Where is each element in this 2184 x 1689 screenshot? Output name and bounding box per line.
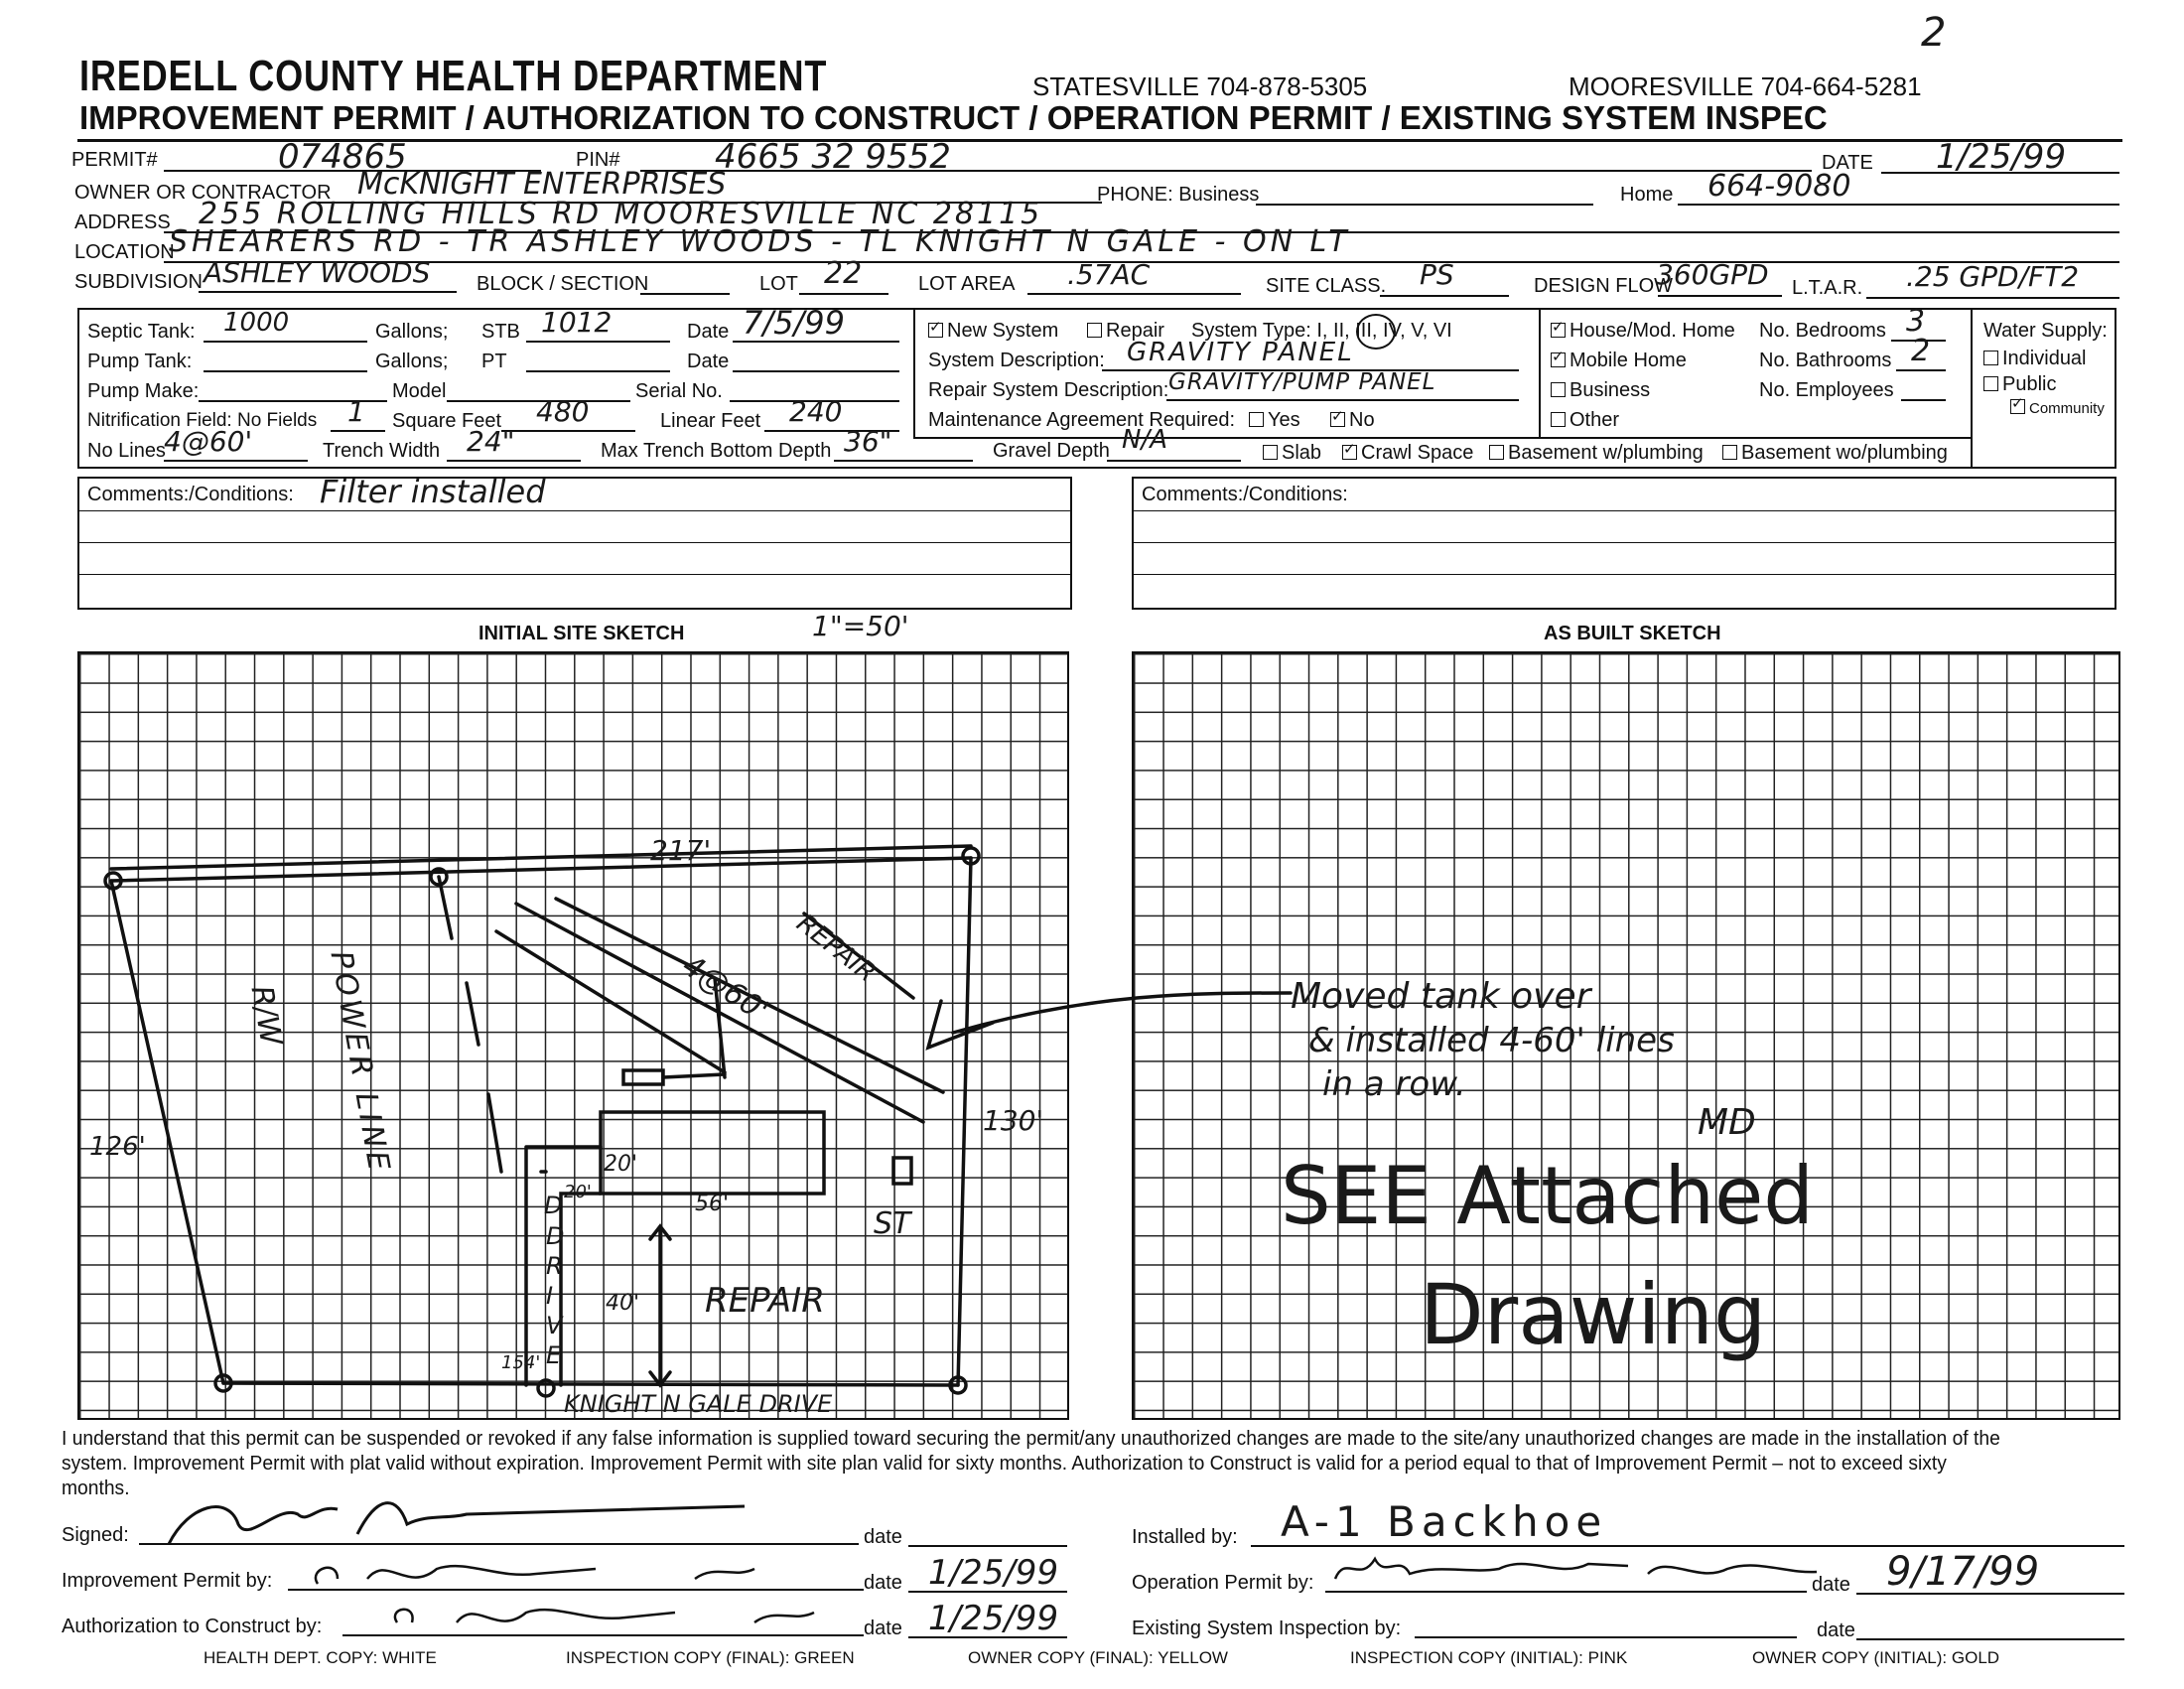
lot-line-right [958,858,971,1385]
repair-description-label: Repair System Description: [928,379,1169,401]
dim-top: 217' [650,834,712,867]
lot-line-top-a [111,858,971,881]
signed-date-label: date [864,1526,902,1548]
phone-business-label: PHONE: Business [1097,184,1260,206]
bedrooms-label: No. Bedrooms [1759,320,1886,342]
asbuilt-sketch-title: AS BUILT SKETCH [1544,623,1721,644]
gallons-label: Gallons; [375,321,449,343]
repair-top-label: REPAIR [790,909,882,989]
asbuilt-note-line3: in a row. [1322,1064,1466,1104]
operation-permit-label: Operation Permit by: [1132,1572,1314,1594]
power-line-label: POWER LINE [323,948,397,1178]
subdivision-value[interactable]: ASHLEY WOODS [204,256,431,289]
yes-text: Yes [1268,409,1300,431]
owner-label: OWNER OR CONTRACTOR [74,182,332,204]
tank-connector [663,1074,725,1077]
op-date-value[interactable]: 9/17/99 [1886,1549,2040,1595]
lot-value[interactable]: 22 [824,256,863,291]
lot-area-value[interactable]: .57AC [1067,258,1151,291]
asbuilt-note-line2: & installed 4-60' lines [1308,1021,1675,1060]
stb-label: STB [481,321,520,343]
trench-width-label: Trench Width [323,440,441,462]
square-feet-label: Square Feet [392,410,502,432]
bathrooms-label: No. Bathrooms [1759,350,1892,371]
field-lines-label: 4@60' [675,948,775,1030]
basement-no-plumbing-text: Basement wo/plumbing [1741,442,1948,464]
date1-label: Date [687,321,730,343]
lot-line-top-b [111,846,971,869]
disclaimer-text: I understand that this permit can be suspended or revoked if any false information is supplied toward securing the permit/any unauthorized changes are made to the site/any unauthorized changes are made in the installation of the system. Improvement Permit with plat valid without expiration. Improvement Permit with site plan valid for sixty months. Authorization to Construct is valid for a period equal to that of Improvement Permit – not to exceed sixty months. [62,1427,2000,1499]
repair-description-value[interactable]: GRAVITY/PUMP PANEL [1168,369,1436,395]
drive-label-d: D [544,1192,563,1219]
employees-label: No. Employees [1759,379,1894,401]
gravel-depth-value[interactable]: N/A [1122,425,1167,455]
op-date-label: date [1812,1574,1850,1596]
system-description-value[interactable]: GRAVITY PANEL [1127,338,1354,367]
mooresville-phone: MOORESVILLE 704-664-5281 [1569,71,1922,101]
linear-feet-value[interactable]: 240 [789,395,843,428]
dim-right: 130' [983,1104,1044,1137]
copy-green: INSPECTION COPY (FINAL): GREEN [566,1648,855,1667]
sketch-scale: 1"=50' [812,610,909,642]
improvement-permit-signature [298,1549,854,1599]
septic-tank-label: Septic Tank: [87,321,196,343]
esi-date-label: date [1817,1619,1855,1641]
pin-number[interactable]: 4665 32 9552 [715,137,951,177]
ltar-label: L.T.A.R. [1792,277,1863,299]
dept-title: IREDELL COUNTY HEALTH DEPARTMENT [79,52,828,100]
location-value[interactable]: SHEARERS RD - TR ASHLEY WOODS - TL KNIGHT N GALE - ON LT [169,224,1351,259]
basement-plumbing-text: Basement w/plumbing [1508,442,1704,464]
atc-date-value[interactable]: 1/25/99 [928,1599,1059,1638]
slab-text: Slab [1282,442,1322,464]
pump-make-label: Pump Make: [87,380,200,402]
st-label: ST [874,1206,911,1241]
date-value[interactable]: 1/25/99 [1936,137,2067,177]
crawl-space-text: Crawl Space [1361,442,1474,464]
gallons2-label: Gallons; [375,351,449,372]
system-type-label: System Type: I, II, III, IV, V, VI [1191,320,1452,342]
system-description-label: System Description: [928,350,1105,371]
bedrooms-value[interactable]: 3 [1906,304,1926,339]
atc-signature [377,1593,854,1642]
drawing-label: Drawing [1420,1266,1767,1363]
see-attached-label: SEE Attached [1281,1150,1815,1242]
max-depth-label: Max Trench Bottom Depth [601,440,832,462]
dim-bottom: 154' [501,1352,541,1373]
lot-area-label: LOT AREA [918,273,1016,295]
subdivision-label: SUBDIVISION [74,271,203,293]
drive-label: DRIVE [546,1222,565,1369]
ip-date-label: date [864,1572,902,1594]
no-text: No [1349,409,1375,431]
address-label: ADDRESS [74,211,171,233]
installed-by-label: Installed by: [1132,1526,1238,1548]
date2-label: Date [687,351,730,372]
serial-label: Serial No. [635,380,723,402]
ip-date-value[interactable]: 1/25/99 [928,1553,1059,1593]
asbuilt-initials: MD [1698,1102,1756,1143]
no-lines-value[interactable]: 4@60' [164,425,253,458]
drive-length: 40' [606,1291,640,1316]
atc-date-label: date [864,1618,902,1639]
existing-inspection-label: Existing System Inspection by: [1132,1618,1402,1639]
water-community-text: Community [2029,400,2105,417]
home-label: Home [1620,184,1674,206]
water-individual-text: Individual [2002,348,2087,369]
signed-label: Signed: [62,1524,129,1546]
design-flow-value[interactable]: 360GPD [1656,258,1769,291]
max-depth-value[interactable]: 36" [844,425,892,458]
site-class-label: SITE CLASS. [1266,275,1387,297]
lot-label: LOT [759,273,798,295]
comments-right-label: Comments:/Conditions: [1142,484,1348,505]
copy-pink: INSPECTION COPY (INITIAL): PINK [1350,1648,1628,1667]
permit-label: PERMIT# [71,149,158,171]
address-value[interactable]: 255 ROLLING HILLS RD MOORESVILLE NC 28115 [199,197,1043,231]
home-phone[interactable]: 664-9080 [1707,169,1851,204]
other-text: Other [1570,409,1620,431]
new-system-text: New System [947,320,1059,342]
comments-left-value[interactable]: Filter installed [320,473,546,510]
business-text: Business [1570,379,1651,401]
model-label: Model [392,380,447,402]
nitrification-label: Nitrification Field: No Fields [87,410,318,431]
road-label: KNIGHT N GALE DRIVE [564,1390,833,1418]
repair-bottom-label: REPAIR [705,1281,825,1321]
permit-number[interactable]: 074865 [278,137,407,177]
power-line [439,877,501,1172]
copy-yellow: OWNER COPY (FINAL): YELLOW [968,1648,1228,1667]
date1-value[interactable]: 7/5/99 [743,304,845,342]
operation-permit-signature [1330,1544,1827,1599]
block-section-label: BLOCK / SECTION [477,273,649,295]
trench-width-value[interactable]: 24" [467,425,515,458]
setback-arrow [650,1226,670,1385]
drain-lines [496,899,943,1122]
statesville-phone: STATESVILLE 704-878-5305 [1032,71,1368,101]
pt-label: PT [481,351,507,372]
improvement-permit-label: Improvement Permit by: [62,1570,273,1592]
mobile-home-text: Mobile Home [1570,350,1687,371]
design-flow-label: DESIGN FLOW [1534,275,1674,297]
septic-tank-shape [623,1070,663,1084]
water-public-text: Public [2002,373,2057,395]
house-length: 56' [695,1192,730,1216]
linear-feet-label: Linear Feet [660,410,761,432]
installed-by-value[interactable]: A-1 Backhoe [1281,1497,1608,1546]
copy-gold: OWNER COPY (INITIAL): GOLD [1752,1648,2000,1667]
owner-signature [149,1484,844,1559]
house-depth: 20' [564,1182,592,1202]
asbuilt-note-line1: Moved tank over [1291,976,1591,1017]
maintenance-label: Maintenance Agreement Required: [928,409,1236,431]
pin-label: PIN# [576,149,620,171]
stb-value[interactable]: 1012 [541,306,613,339]
owner-value[interactable]: McKNIGHT ENTERPRISES [357,167,727,202]
comments-left-label: Comments:/Conditions: [87,484,294,505]
site-class-value[interactable]: PS [1420,258,1454,291]
house-text: House/Mod. Home [1570,320,1735,342]
note-leader [953,993,1291,1033]
pump-tank-label: Pump Tank: [87,351,193,372]
right-of-way-label: R/W [243,983,289,1049]
septic-tank-value[interactable]: 1000 [223,308,290,338]
form-subtitle: IMPROVEMENT PERMIT / AUTHORIZATION TO CONSTRUCT / OPERATION PERMIT / EXISTING SYSTEM INSPEC [79,99,1828,136]
gravel-depth-label: Gravel Depth [993,440,1110,462]
corner-mark: 2 [1921,10,1947,56]
initial-sketch-title: INITIAL SITE SKETCH [478,623,685,644]
date-label: DATE [1822,152,1873,174]
house-width: 20' [604,1152,638,1177]
lot-line-bottom [223,1383,958,1385]
no-fields-value[interactable]: 1 [347,395,365,428]
location-label: LOCATION [74,241,175,263]
no-lines-label: No Lines [87,440,166,462]
repair-text: Repair [1106,320,1164,342]
st-marker [893,1158,911,1184]
atc-label: Authorization to Construct by: [62,1616,323,1637]
ltar-value[interactable]: .25 GPD/FT2 [1906,260,2080,293]
copy-white: HEALTH DEPT. COPY: WHITE [204,1648,437,1667]
water-supply-label: Water Supply: [1983,320,2108,342]
bathrooms-value[interactable]: 2 [1911,334,1931,368]
square-feet-value[interactable]: 480 [536,395,590,428]
dim-left: 126' [89,1132,146,1162]
